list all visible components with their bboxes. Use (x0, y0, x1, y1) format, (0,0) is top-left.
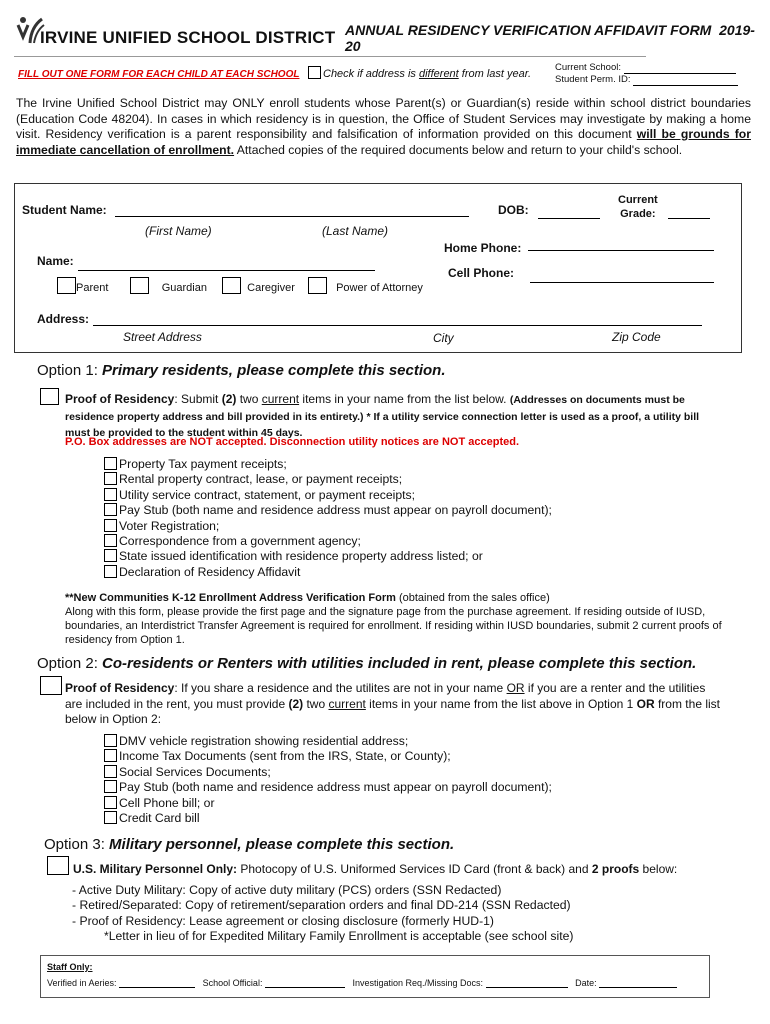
option1-item[interactable]: Utility service contract, statement, or payment receipts; (104, 488, 552, 503)
option1-warning: P.O. Box addresses are NOT accepted. Disconnection utility notices are NOT accepted. (65, 436, 520, 448)
school-info (555, 62, 738, 86)
guardian-checkbox[interactable] (130, 277, 149, 294)
option1-item[interactable]: Correspondence from a government agency; (104, 534, 552, 549)
parent-checkbox[interactable] (57, 277, 76, 294)
grade-field[interactable] (668, 206, 710, 219)
dob-field[interactable] (538, 206, 600, 219)
poa-option[interactable]: Power of Attorney (308, 282, 423, 294)
guardian-name-field[interactable] (78, 258, 375, 271)
official-label: School Official: (202, 978, 263, 988)
student-perm-field[interactable] (633, 85, 738, 86)
staff-fields (47, 978, 677, 988)
current-school-label: Current School: (555, 62, 622, 73)
poa-checkbox[interactable] (308, 277, 327, 294)
option3-item: - Proof of Residency: Lease agreement or closing disclosure (formerly HUD-1) (72, 913, 494, 928)
student-perm-label: Student Perm. ID: (555, 74, 631, 85)
option3-text: U.S. Military Personnel Only: Photocopy of U.S. Uniformed Services ID Card (front & back) and 2 proofs below: (73, 862, 678, 876)
option1-item[interactable]: Voter Registration; (104, 519, 552, 534)
option2-item[interactable]: Social Services Documents; (104, 765, 552, 780)
cell-phone-label: Cell Phone: (448, 266, 515, 280)
option2-heading: Option 2: Co-residents or Renters with utilities included in rent, please complete this section. (37, 655, 697, 672)
caregiver-option[interactable]: Caregiver (222, 282, 295, 294)
header-divider (14, 56, 646, 57)
guardian-name-label: Name: (37, 254, 74, 268)
student-name-label: Student Name: (22, 203, 107, 217)
street-hint: Street Address (123, 330, 202, 344)
relationship-options (57, 277, 423, 294)
option1-item[interactable]: Rental property contract, lease, or payment receipts; (104, 472, 552, 487)
verified-field[interactable] (119, 987, 195, 988)
home-phone-field[interactable] (528, 238, 714, 251)
option1-proof-text: Proof of Residency: Submit (2) two current items in your name from the list below. (Addresses on documents must be residence property address and bill provided in its entirety.) * If a utility service connection letter is used as a proof, a utility bill must be provided to the student within 45 days. (65, 392, 700, 439)
fill-out-note: FILL OUT ONE FORM FOR EACH CHILD AT EACH SCHOOL (18, 69, 300, 80)
option2-checkbox[interactable] (40, 676, 62, 697)
option3-item: - Retired/Separated: Copy of retirement/separation orders and final DD-214 (SSN Redacted) (72, 898, 571, 913)
intro-paragraph: The Irvine Unified School District may ONLY enroll students whose Parent(s) or Guardian(s) reside within school district boundaries (Education Code 48204). In cases in which residency is in question, the Office of Student Services may investigate by making a home visit. Residency verification is a parent responsibility and falsification of information provided on this document will be grounds for immediate cancellation of enrollment. Attached copies of the required documents below and return to your child's school. (16, 96, 751, 157)
option2-item[interactable]: DMV vehicle registration showing residential address; (104, 734, 552, 749)
option3-item: - Active Duty Military: Copy of active duty military (PCS) orders (SSN Redacted) (72, 883, 502, 897)
option1-checkbox[interactable] (40, 388, 59, 407)
option1-list (104, 457, 552, 580)
staff-only-title: Staff Only: (47, 962, 93, 972)
option1-item[interactable]: Pay Stub (both name and residence address must appear on payroll document); (104, 503, 552, 518)
option3-checkbox[interactable] (47, 856, 69, 877)
address-label: Address: (37, 312, 90, 326)
parent-option[interactable]: Parent (57, 282, 108, 294)
form-title: ANNUAL RESIDENCY VERIFICATION AFFIDAVIT FORM 2019-20 (345, 22, 755, 54)
first-name-hint: (First Name) (145, 224, 212, 238)
cell-phone-field[interactable] (530, 270, 714, 283)
form-year: 2019-20 (345, 22, 755, 54)
date-label: Date: (575, 978, 597, 988)
caregiver-checkbox[interactable] (222, 277, 241, 294)
district-name: IRVINE UNIFIED SCHOOL DISTRICT (40, 28, 336, 47)
option2-proof-text: Proof of Residency: If you share a residence and the utilites are not in your name OR if you are a renter and the utilities are included in the rent, you must provide (2) two current items in your name from the list above in Option 1 OR from the list below in Option 2: (65, 681, 720, 726)
dob-label: DOB: (498, 203, 529, 217)
address-field[interactable] (93, 313, 702, 326)
current-grade-label: Current Grade: (618, 194, 658, 220)
option2-item[interactable]: Income Tax Documents (sent from the IRS, State, or County); (104, 749, 552, 764)
date-field[interactable] (599, 987, 677, 988)
city-hint: City (433, 331, 454, 345)
investigation-field[interactable] (486, 987, 568, 988)
option1-item[interactable]: Property Tax payment receipts; (104, 457, 552, 472)
address-different-checkbox[interactable] (308, 66, 321, 79)
guardian-option[interactable]: Guardian (130, 282, 207, 294)
option2-item[interactable]: Pay Stub (both name and residence address must appear on payroll document); (104, 780, 552, 795)
option3-list (72, 883, 573, 945)
investigation-label: Investigation Req./Missing Docs: (352, 978, 484, 988)
address-different-option[interactable]: Check if address is different from last year. (308, 66, 531, 80)
option2-item[interactable]: Credit Card bill (104, 811, 552, 826)
military-letter-note: *Letter in lieu of for Expedited Military Family Enrollment is acceptable (see school site) (104, 929, 574, 944)
last-name-hint: (Last Name) (322, 224, 389, 238)
option1-item[interactable]: State issued identification with residence property address listed; or (104, 549, 552, 564)
staff-only-box (40, 955, 710, 998)
verified-label: Verified in Aeries: (47, 978, 117, 988)
option2-list (104, 734, 552, 826)
option1-item[interactable]: Declaration of Residency Affidavit (104, 565, 552, 580)
option3-heading: Option 3: Military personnel, please complete this section. (44, 836, 455, 853)
official-field[interactable] (265, 987, 345, 988)
option1-heading: Option 1: Primary residents, please complete this section. (37, 362, 446, 379)
zip-hint: Zip Code (612, 330, 661, 344)
home-phone-label: Home Phone: (444, 241, 522, 255)
student-name-field[interactable] (115, 204, 469, 217)
option2-item[interactable]: Cell Phone bill; or (104, 796, 552, 811)
new-communities-note: **New Communities K-12 Enrollment Address Verification Form (obtained from the sales office) Along with this form, please provide the first page and the signature page from the purchase agreement. If residing outside of IUSD, boundaries, an Interdistrict Transfer Agreement is required for enrollment. If residing within IUSD boundaries, submit 2 current proofs of residency from Option 1. (65, 592, 722, 646)
